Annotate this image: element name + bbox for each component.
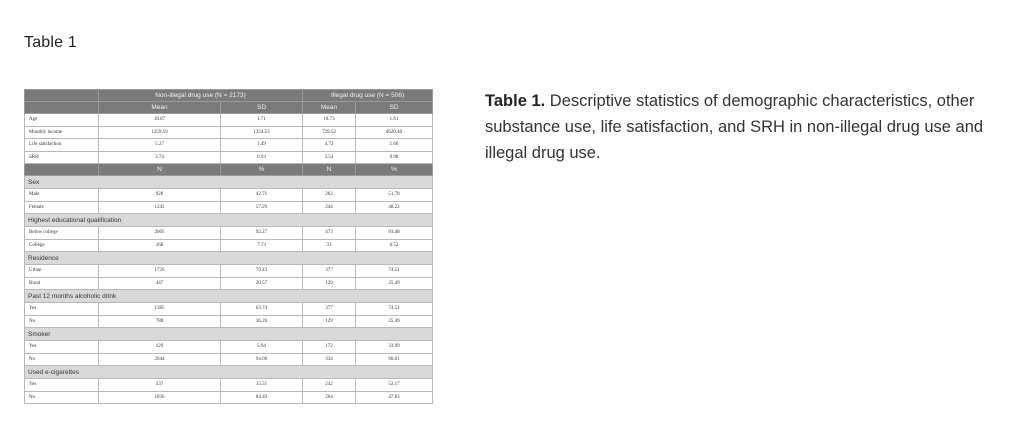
value-cell: 47.83 — [356, 391, 433, 404]
section-title: Residence — [25, 252, 433, 265]
table-row — [25, 201, 433, 214]
value-cell: 377 — [303, 265, 356, 278]
value-cell: 3.54 — [303, 151, 356, 164]
value-cell: 74.51 — [356, 265, 433, 278]
value-cell: 788 — [99, 315, 221, 328]
value-cell: 18.73 — [303, 114, 356, 127]
value-cell: 1.60 — [356, 139, 433, 152]
value-cell: 25.49 — [356, 315, 433, 328]
section-title: Sex — [25, 176, 433, 189]
value-cell: 1726 — [99, 265, 221, 278]
value-cell: 1259.59 — [99, 126, 221, 139]
value-cell: 79.43 — [221, 265, 303, 278]
table-row — [25, 189, 433, 202]
value-cell: 0.93 — [221, 151, 303, 164]
value-cell: 244 — [303, 201, 356, 214]
row-label: No — [25, 391, 99, 404]
value-cell: 377 — [303, 303, 356, 316]
value-cell: 168 — [99, 239, 221, 252]
row-label: Yes — [25, 341, 99, 354]
group-header-illegal: Illegal drug use (N = 506) — [303, 90, 433, 102]
table-body — [25, 114, 433, 404]
value-cell: 33 — [303, 239, 356, 252]
value-cell: 129 — [303, 277, 356, 290]
table-container — [24, 89, 432, 404]
value-cell: 36.26 — [221, 315, 303, 328]
table-row — [25, 265, 433, 278]
value-cell: 1.71 — [221, 114, 303, 127]
value-cell: 1836 — [99, 391, 221, 404]
value-cell: 42.71 — [221, 189, 303, 202]
value-cell: 1.49 — [221, 139, 303, 152]
table-row — [25, 391, 433, 404]
value-cell: 63.74 — [221, 303, 303, 316]
row-label: Urban — [25, 265, 99, 278]
count-header-row — [25, 164, 433, 176]
table-caption — [485, 88, 1005, 166]
value-cell: 729.52 — [303, 126, 356, 139]
col-header-mean: Mean — [99, 102, 221, 114]
value-cell: 15.51 — [221, 379, 303, 392]
value-cell: 52.17 — [356, 379, 433, 392]
col-header-n: N — [303, 164, 356, 176]
value-cell: 33.99 — [356, 341, 433, 354]
value-cell: 4.72 — [303, 139, 356, 152]
section-title: Smoker — [25, 328, 433, 341]
table-row — [25, 114, 433, 127]
section-header-row — [25, 252, 433, 265]
section-title: Used e-cigarettes — [25, 366, 433, 379]
row-label: Yes — [25, 303, 99, 316]
value-cell: 3.74 — [99, 151, 221, 164]
col-header-mean: Mean — [303, 102, 356, 114]
value-cell: 473 — [303, 227, 356, 240]
section-header-row — [25, 176, 433, 189]
section-header-row — [25, 366, 433, 379]
value-cell: 1354.53 — [221, 126, 303, 139]
value-cell: 1.61 — [356, 114, 433, 127]
col-header-sd: SD — [221, 102, 303, 114]
caption-label: Table 1. — [485, 92, 546, 110]
section-title: Past 12 months alcoholic drink — [25, 290, 433, 303]
stat-header-row — [25, 102, 433, 114]
group-header-non-illegal: Non-illegal drug use (N = 2173) — [99, 90, 303, 102]
table-row — [25, 151, 433, 164]
header-corner-cell — [25, 90, 99, 102]
table-row — [25, 227, 433, 240]
table-row — [25, 126, 433, 139]
row-label: College — [25, 239, 99, 252]
value-cell: 1385 — [99, 303, 221, 316]
value-cell: 7.73 — [221, 239, 303, 252]
value-cell: 93.48 — [356, 227, 433, 240]
value-cell: 51.78 — [356, 189, 433, 202]
value-cell: 337 — [99, 379, 221, 392]
table-row — [25, 277, 433, 290]
row-label: No — [25, 353, 99, 366]
value-cell: 6.52 — [356, 239, 433, 252]
table-row — [25, 379, 433, 392]
caption-text: Descriptive statistics of demographic characteristics, other substance use, life satisfaction, and SRH in non-illegal drug use and illegal drug use. — [485, 92, 984, 162]
value-cell: 928 — [99, 189, 221, 202]
value-cell: 94.06 — [221, 353, 303, 366]
table-row — [25, 341, 433, 354]
value-cell: 2005 — [99, 227, 221, 240]
value-cell: 4620.40 — [356, 126, 433, 139]
value-cell: 25.49 — [356, 277, 433, 290]
table-row — [25, 353, 433, 366]
section-header-row — [25, 290, 433, 303]
section-header-row — [25, 328, 433, 341]
table-row — [25, 139, 433, 152]
row-label: Yes — [25, 379, 99, 392]
row-label: Below college — [25, 227, 99, 240]
header-corner-cell — [25, 164, 99, 176]
value-cell: 84.49 — [221, 391, 303, 404]
section-header-row — [25, 214, 433, 227]
row-label: Male — [25, 189, 99, 202]
value-cell: 262 — [303, 189, 356, 202]
value-cell: 1245 — [99, 201, 221, 214]
value-cell: 2044 — [99, 353, 221, 366]
value-cell: 48.22 — [356, 201, 433, 214]
value-cell: 264 — [303, 391, 356, 404]
table-header — [25, 90, 433, 114]
value-cell: 447 — [99, 277, 221, 290]
page-title: Table 1 — [24, 34, 77, 51]
table-row — [25, 239, 433, 252]
value-cell: 129 — [99, 341, 221, 354]
value-cell: 242 — [303, 379, 356, 392]
value-cell: 5.94 — [221, 341, 303, 354]
value-cell: 5.27 — [99, 139, 221, 152]
value-cell: 334 — [303, 353, 356, 366]
value-cell: 129 — [303, 315, 356, 328]
table-row — [25, 315, 433, 328]
row-label: SRH — [25, 151, 99, 164]
col-header-percent: % — [221, 164, 303, 176]
row-label: No — [25, 315, 99, 328]
value-cell: 57.29 — [221, 201, 303, 214]
group-header-row — [25, 90, 433, 102]
value-cell: 66.01 — [356, 353, 433, 366]
table-row — [25, 303, 433, 316]
row-label: Life satisfaction — [25, 139, 99, 152]
col-header-percent: % — [356, 164, 433, 176]
col-header-sd: SD — [356, 102, 433, 114]
section-title: Highest educational qualification — [25, 214, 433, 227]
value-cell: 18.87 — [99, 114, 221, 127]
value-cell: 0.98 — [356, 151, 433, 164]
row-label: Female — [25, 201, 99, 214]
row-label: Monthly income — [25, 126, 99, 139]
row-label: Age — [25, 114, 99, 127]
col-header-n: N — [99, 164, 221, 176]
value-cell: 74.51 — [356, 303, 433, 316]
value-cell: 20.57 — [221, 277, 303, 290]
row-label: Rural — [25, 277, 99, 290]
statistics-table — [24, 89, 433, 404]
value-cell: 172 — [303, 341, 356, 354]
header-corner-cell — [25, 102, 99, 114]
value-cell: 92.27 — [221, 227, 303, 240]
